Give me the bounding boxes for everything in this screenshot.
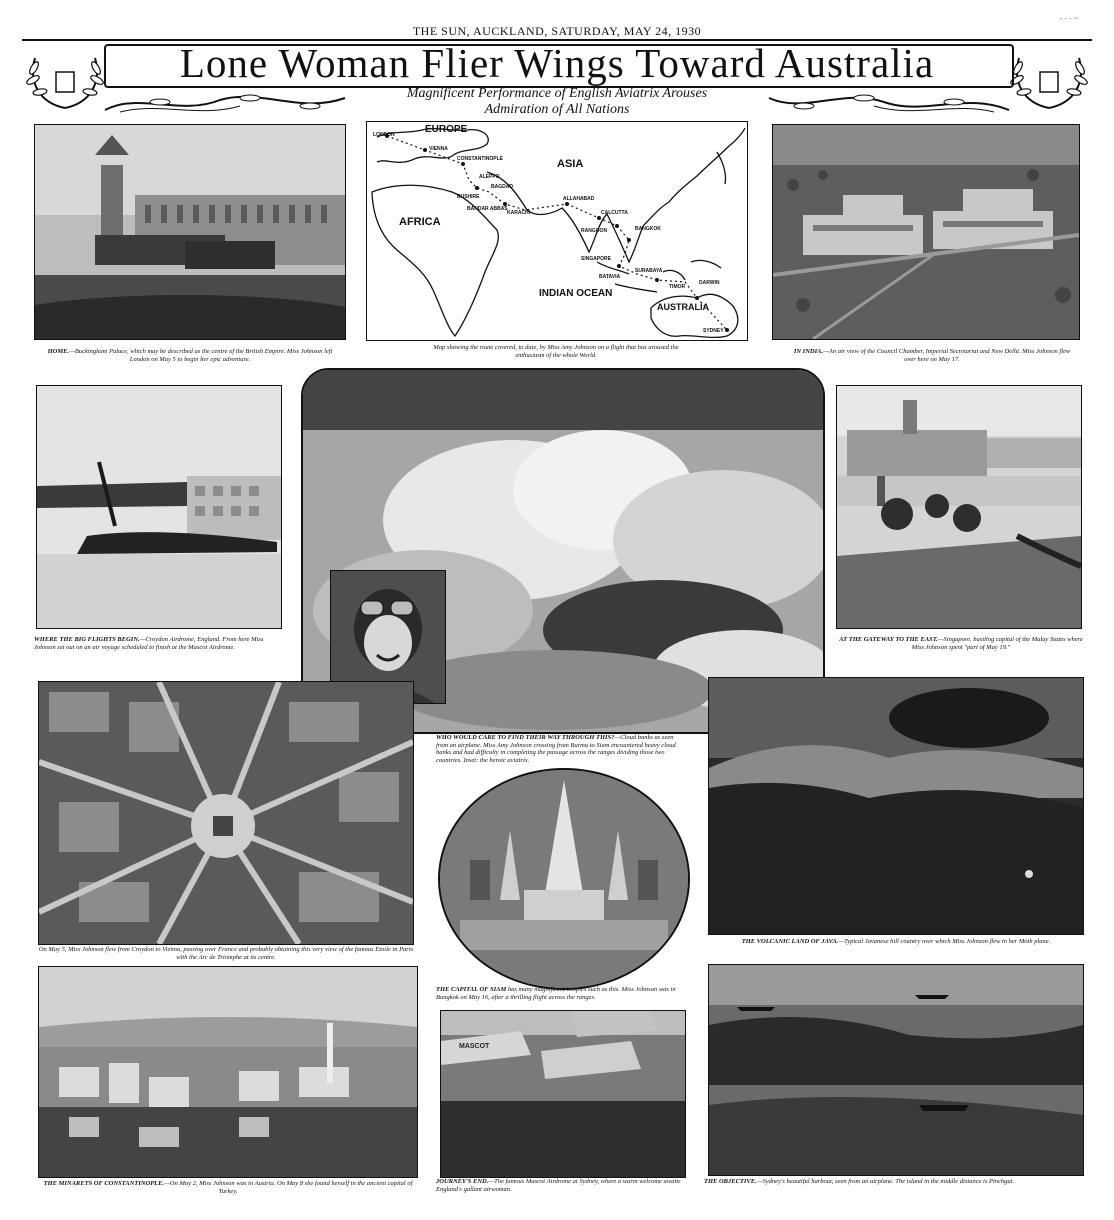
caption-constantinople: THE MINARETS OF CONSTANTINOPLE.—On May 2, Miss Johnson was in Austria. On May 8 she found herself in the ancient capital of Turkey. — [43, 1180, 413, 1195]
photo-singapore — [836, 385, 1082, 629]
caption-mascot: JOURNEY'S END.—The famous Mascot Airdrome at Sydney, where a warm welcome awaits England's gallant airwoman. — [436, 1178, 681, 1193]
map-city-singapore: SINGAPORE — [581, 256, 612, 262]
map-city-karachi: KARACHI — [507, 210, 531, 216]
map-label-indian-ocean: INDIAN OCEAN — [539, 288, 613, 299]
map-city-bandar-abbas: BANDAR ABBAS — [467, 206, 508, 212]
map-city-constantinople: CONSTANTINOPLE — [457, 156, 504, 162]
photo-constantinople — [38, 966, 418, 1178]
subhead-line2: Admiration of All Nations — [484, 102, 630, 117]
map-label-europe: EUROPE — [425, 124, 468, 135]
map-city-aleppo: ALEPPO — [479, 174, 500, 180]
map-city-timor: TIMOR — [669, 284, 686, 290]
photo-buckingham-palace — [34, 124, 346, 340]
photo-siam-temple — [438, 768, 690, 990]
photo-sydney-harbour — [708, 964, 1084, 1176]
photo-new-delhi — [772, 124, 1080, 340]
caption-croydon: WHERE THE BIG FLIGHTS BEGIN.—Croydon Airdrome, England. From here Miss Johnson set out on an air voyage scheduled to finish at the Mascot Airdrome. — [34, 636, 264, 651]
map-city-bushire: BUSHIRE — [457, 194, 480, 200]
laurel-wreath-right — [1004, 48, 1094, 118]
map-city-darwin: DARWIN — [699, 280, 720, 286]
map-city-vienna: VIENNA — [429, 146, 448, 152]
photo-java-volcano — [708, 677, 1084, 935]
corner-mark: - - - ~ — [1059, 14, 1078, 23]
caption-singapore: AT THE GATEWAY TO THE EAST.—Singapore, bustling capital of the Malay States where Miss Johnson spent "part of May 19." — [839, 636, 1083, 651]
route-map — [366, 121, 748, 341]
caption-java: THE VOLCANIC LAND OF JAVA.—Typical Javanese hill country over which Miss Johnson flew in her Moth plane. — [741, 938, 1051, 945]
dateline: THE SUN, AUCKLAND, SATURDAY, MAY 24, 1930 — [412, 24, 702, 38]
subhead — [300, 86, 814, 118]
caption-paris: On May 5, Miss Johnson flew from Croydon to Vienna, passing over France and probably obtaining this very view of the famous Etoile in Paris with the Arc de Triomphe at its centre. — [38, 946, 414, 961]
map-label-africa: AFRICA — [399, 216, 441, 228]
map-city-surabaya: SURABAYA — [635, 268, 663, 274]
caption-map: Map showing the route covered, to date, by Miss Amy Johnson on a flight that has aroused the enthusiasm of the whole World. — [433, 344, 679, 359]
map-label-asia: ASIA — [557, 158, 584, 170]
map-city-bangkok: BANGKOK — [635, 226, 661, 232]
headline: Lone Woman Flier Wings Toward Australia — [179, 40, 935, 86]
map-label-australia: AUSTRALIA — [657, 302, 709, 312]
map-city-sydney: SYDNEY — [703, 328, 724, 334]
caption-clouds: WHO WOULD CARE TO FIND THEIR WAY THROUGH THIS?—Cloud banks as seen from an airplane. Miss Amy Johnson crossing from Burma to Siam encountered heavy cloud banks and had difficulty in completing the passage across the ranges dividing those two countries. Inset: the heroic aviatrix. — [436, 734, 676, 764]
photo-paris-etoile — [38, 681, 414, 945]
map-city-allahabad: ALLAHABAD — [563, 196, 595, 202]
caption-home: HOME.—Buckingham Palace, which may be described as the centre of the British Empire. Miss Johnson left London on May 5 to begin her epic adventure. — [47, 348, 333, 363]
mascot-hangar-sign: MASCOT — [459, 1043, 490, 1050]
caption-india: IN INDIA.—An air view of the Council Chamber, Imperial Secretariat and New Delhi. Miss Johnson flew over here on May 17. — [793, 348, 1071, 363]
subhead-line1: Magnificent Performance of English Aviatrix Arouses — [406, 86, 708, 101]
photo-croydon-airdrome — [36, 385, 282, 629]
caption-siam: THE CAPITAL OF SIAM has many magnificent temples such as this. Miss Johnson was in Bangkok on May 16, after a thrilling flight across the ranges. — [436, 986, 676, 1001]
map-city-batavia: BATAVIA — [599, 274, 621, 280]
map-city-london: LONDON — [373, 132, 395, 138]
caption-sydney: THE OBJECTIVE.—Sydney's beautiful harbour, seen from an airplane. The island in the middle distance is Pinchgut. — [704, 1178, 1015, 1185]
map-city-calcutta: CALCUTTA — [601, 210, 628, 216]
laurel-wreath-left — [20, 48, 110, 118]
map-city-rangoon: RANGOON — [581, 228, 608, 234]
photo-mascot-airdrome — [440, 1010, 686, 1178]
map-city-bagdad: BAGDAD — [491, 184, 513, 190]
